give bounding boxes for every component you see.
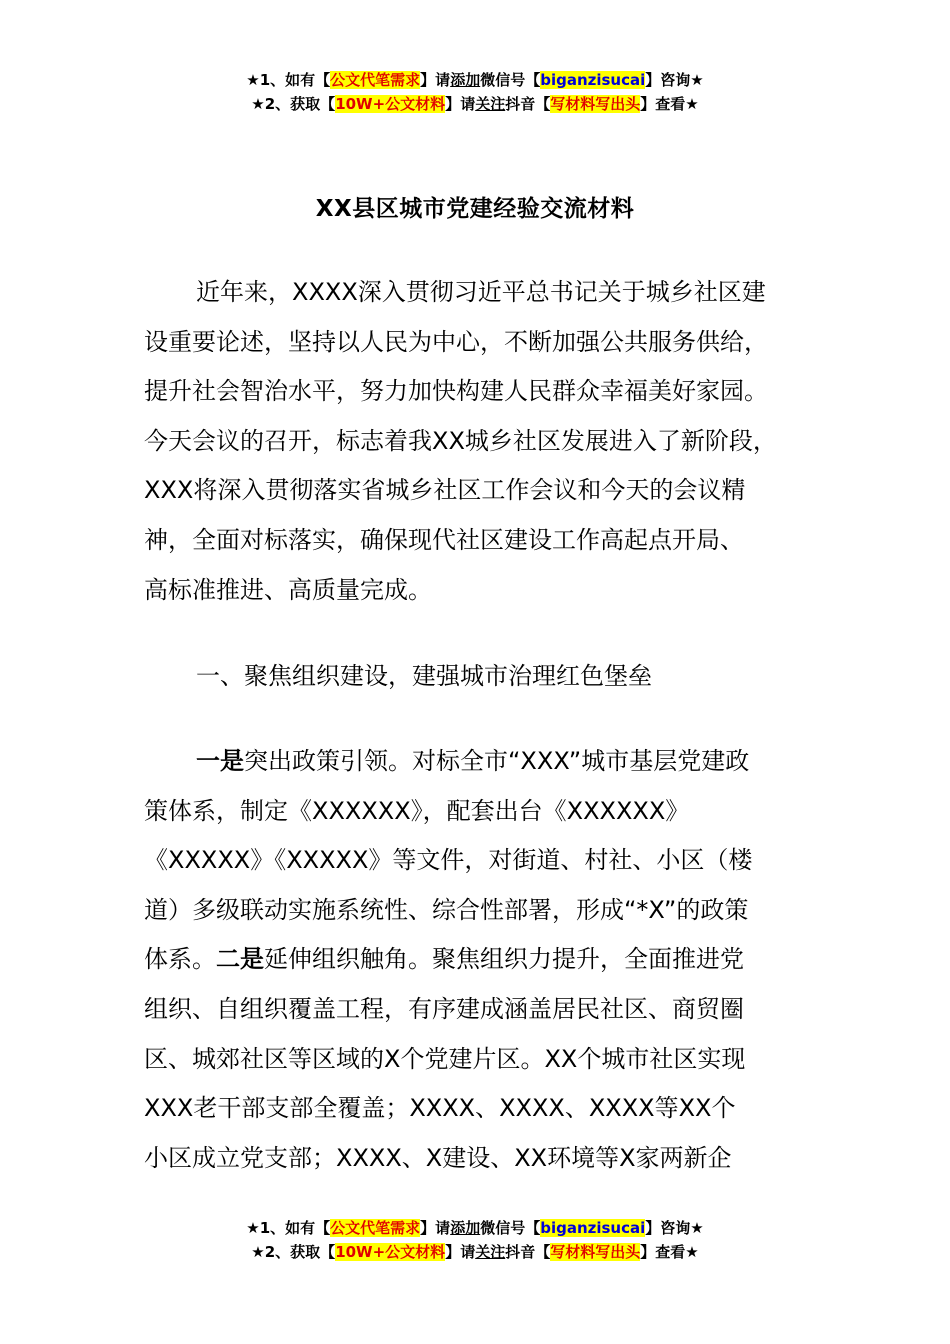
paragraph-text: 突出政策引领。对标全市“XXX”城市基层党建政 [244,747,750,775]
paragraph-line: 组织、自组织覆盖工程，有序建成涵盖居民社区、商贸圈 [144,994,744,1023]
section-heading-text: 一、聚焦组织建设，建强城市治理红色堡垒 [196,662,652,690]
paragraph-line: 区、城郊社区等区域的X个党建片区。XX个城市社区实现 [144,1044,746,1073]
paragraph-line: 《XXXXX》《XXXXX》等文件，对街道、村社、小区（楼 [144,846,753,875]
paragraph-line: 设重要论述，坚持以人民为中心，不断加强公共服务供给， [144,327,768,356]
promo-line-2 [0,92,950,116]
promo-text: 微信号【 [480,1219,541,1237]
promo-text: ★1、如有【 [246,1219,331,1237]
promo-text: 抖音【 [505,1243,551,1261]
paragraph-line: XXX老干部支部全覆盖；XXXX、XXXX、XXXX等XX个 [144,1094,736,1123]
promo-underline: 添加 [450,1219,481,1237]
promo-wechat-id: biganzisucai [540,1219,646,1237]
paragraph-line: 小区成立党支部；XXXX、X建设、XX环境等X家两新企 [144,1143,732,1172]
section-heading [144,652,824,702]
promo-line-2 [0,1240,950,1264]
promo-text: ★2、获取【 [251,95,336,113]
promo-text: ★2、获取【 [251,1243,336,1261]
section-paragraph [144,737,824,1183]
promo-wechat-id: biganzisucai [540,71,646,89]
paragraph-line: 提升社会智治水平，努力加快构建人民群众幸福美好家园。 [144,377,768,406]
paragraph-line: 神，全面对标落实，确保现代社区建设工作高起点开局、 [144,525,744,554]
document-title: XX县区城市党建经验交流材料 [315,196,635,222]
paragraph-line: 近年来，XXXX深入贯彻习近平总书记关于城乡社区建 [196,278,766,306]
promo-line-1 [0,68,950,92]
promo-underline: 添加 [450,71,481,89]
paragraph-text: 体系。 [144,945,216,974]
bold-lead: 二是 [216,945,264,974]
promo-text: 】请 [445,1243,476,1261]
promo-highlight: 公文代笔需求 [330,1219,421,1237]
paragraph-line: XXX将深入贯彻落实省城乡社区工作会议和今天的会议精 [144,476,746,505]
paragraph-line: 今天会议的召开，标志着我XX城乡社区发展进入了新阶段， [144,426,777,455]
promo-douyin-id: 写材料写出头 [550,1243,641,1261]
intro-paragraph [144,268,824,615]
promo-underline: 关注 [475,1243,506,1261]
paragraph-line: 高标准推进、高质量完成。 [144,575,432,604]
bold-lead: 一是 [196,747,244,775]
promo-text: ★1、如有【 [246,71,331,89]
promo-highlight: 10W+公文材料 [335,1243,446,1261]
promo-text: 微信号【 [480,71,541,89]
promo-text: 】查看★ [640,1243,699,1261]
paragraph-line: 道）多级联动实施系统性、综合性部署，形成“*X”的政策 [144,895,749,924]
promo-highlight: 公文代笔需求 [330,71,421,89]
promo-text: 】请 [445,95,476,113]
paragraph-line [144,935,824,985]
promo-text: 】请 [420,1219,451,1237]
promo-highlight: 10W+公文材料 [335,95,446,113]
promo-text: 】咨询★ [645,71,704,89]
paragraph-line: 策体系，制定《XXXXXX》，配套出台《XXXXXX》 [144,796,690,825]
promo-text: 】请 [420,71,451,89]
top-promo-banner [0,68,950,116]
promo-text: 】查看★ [640,95,699,113]
promo-douyin-id: 写材料写出头 [550,95,641,113]
promo-line-1 [0,1216,950,1240]
paragraph-text: 延伸组织触角。聚焦组织力提升，全面推进党 [264,945,744,974]
paragraph-line [144,737,824,787]
promo-text: 抖音【 [505,95,551,113]
promo-text: 】咨询★ [645,1219,704,1237]
bottom-promo-banner [0,1216,950,1264]
promo-underline: 关注 [475,95,506,113]
